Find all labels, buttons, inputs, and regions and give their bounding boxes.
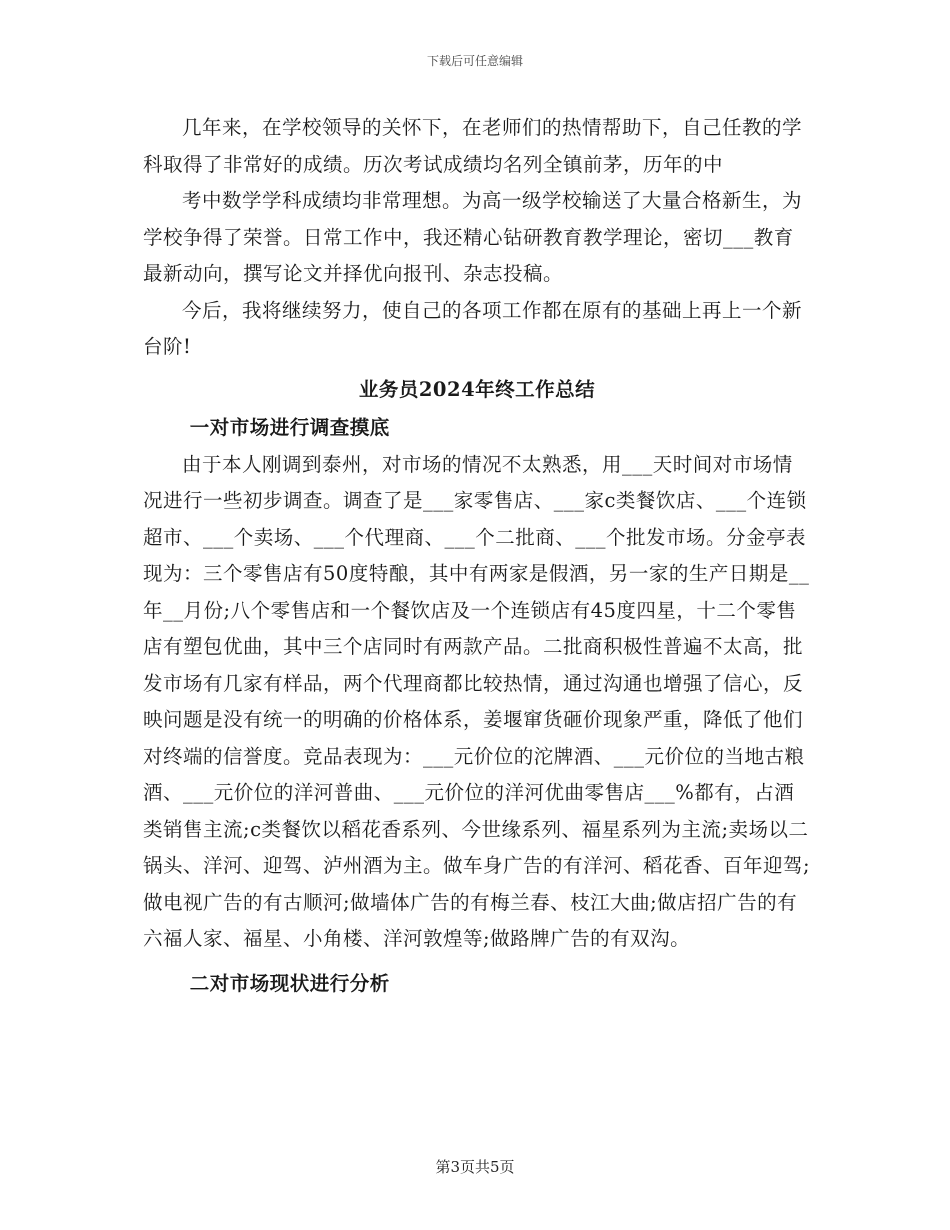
paragraph-1: 几年来，在学校领导的关怀下，在老师们的热情帮助下，自己任教的学科取得了非常好的成绩。历次考试成绩均名列全镇前茅，历年的中 xyxy=(143,116,803,176)
paragraph-2: 考中数学学科成绩均非常理想。为高一级学校输送了大量合格新生，为学校争得了荣誉。日常工作中，我还精心钻研教育教学理论，密切___教育最新动向，撰写论文并择优向报刊、杂志投稿。 xyxy=(143,189,803,285)
section-heading-1: 一对市场进行调查摸底 xyxy=(189,416,390,439)
section-1-paragraph: 由于本人刚调到泰州，对市场的情况不太熟悉，用___天时间对市场情况进行一些初步调查。调查了是___家零售店、___家c类餐饮店、___个连锁超市、___个卖场、___个代理商、___个二批商、___个批发市场。分金亭表现为：三个零售店有50度特酿，其中有两家是假酒，另一家的生产日期是__年__月份;八个零售店和一个餐饮店及一个连锁店有45度四星，十二个零售店有塑包优曲，其中三个店同时有两款产品。二批商积极性普遍不太高，批发市场有几家有样品，两个代理商都比较热情，通过沟通也增强了信心，反映问题是没有统一的明确的价格体系，姜堰窜货砸价现象严重，降低了他们对终端的信誉度。竞品表现为：___元价位的沱牌酒、___元价位的当地古粮酒、___元价位的洋河普曲、___元价位的洋河优曲零售店___%都有，占酒类销售主流;c类餐饮以稻花香系列、今世缘系列、福星系列为主流;卖场以二锅头、洋河、迎驾、泸州酒为主。做车身广告的有洋河、稻花香、百年迎驾;做电视广告的有古顺河;做墙体广告的有梅兰春、枝江大曲;做店招广告的有六福人家、福星、小角楼、洋河敦煌等;做路牌广告的有双沟。 xyxy=(143,452,811,950)
document-body xyxy=(143,110,811,1002)
paragraph-3: 今后，我将继续努力，使自己的各项工作都在原有的基础上再上一个新台阶! xyxy=(143,298,803,358)
page-header: 下载后可任意编辑 xyxy=(426,54,523,68)
document-title: 业务员2024年终工作总结 xyxy=(358,377,596,401)
page-footer: 第3页共5页 xyxy=(435,1158,515,1176)
section-heading-2: 二对市场现状进行分析 xyxy=(189,971,390,995)
